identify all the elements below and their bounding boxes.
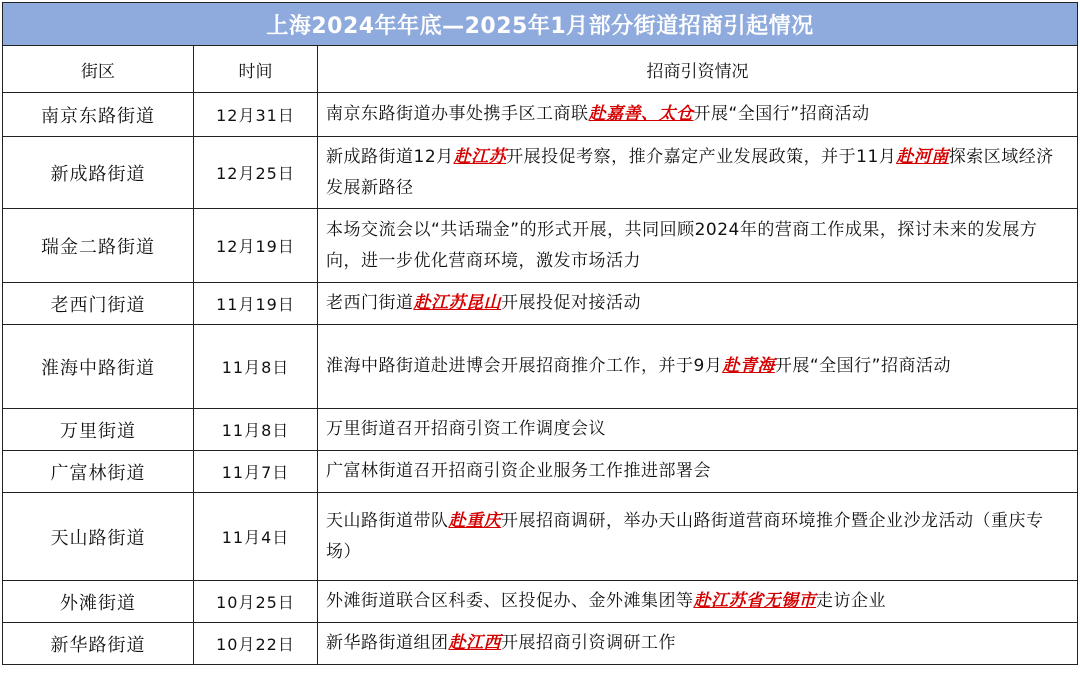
title-row [3, 3, 1078, 46]
date-cell: 12月25日 [194, 137, 318, 209]
date-cell: 12月19日 [194, 209, 318, 283]
description-cell [318, 493, 1078, 581]
description-text: 天山路街道带队 [326, 510, 449, 531]
description-text: 开展招商调研，举办天山路街道营商环境推介暨企业沙龙活动（重庆专场） [326, 510, 1044, 562]
table-title: 上海2024年年底—2025年1月部分街道招商引起情况 [3, 3, 1078, 46]
destination-highlight: 赴江西 [448, 633, 501, 653]
street-cell: 天山路街道 [3, 493, 194, 581]
description-text: 广富林街道召开招商引资企业服务工作推进部署会 [326, 461, 711, 481]
investment-table [2, 2, 1078, 665]
date-cell: 10月22日 [194, 623, 318, 665]
description-text: 南京东路街道办事处携手区工商联 [326, 104, 589, 124]
description-text: 新成路街道12月 [326, 146, 454, 167]
description-text: 本场交流会以“共话瑞金”的形式开展，共同回顾2024年的营商工作成果，探讨未来的发展方向，进一步优化营商环境，激发市场活力 [326, 219, 1038, 271]
description-cell [318, 623, 1078, 665]
description-text: 开展投促考察，推介嘉定产业发展政策，并于11月 [506, 146, 897, 167]
table-row [3, 493, 1078, 581]
table-body [3, 93, 1078, 665]
date-cell: 11月7日 [194, 451, 318, 493]
table-row [3, 409, 1078, 451]
street-cell: 广富林街道 [3, 451, 194, 493]
destination-highlight: 赴江苏省无锡市 [693, 591, 816, 611]
description-cell [318, 137, 1078, 209]
description-cell [318, 409, 1078, 451]
street-cell: 新华路街道 [3, 623, 194, 665]
street-cell: 淮海中路街道 [3, 325, 194, 409]
description-text: 外滩街道联合区科委、区投促办、金外滩集团等 [326, 591, 694, 611]
destination-highlight: 赴河南 [896, 146, 949, 167]
date-cell: 11月19日 [194, 283, 318, 325]
description-text: 探索区域经济发展新路径 [326, 146, 1054, 198]
description-cell [318, 581, 1078, 623]
description-text: 万里街道召开招商引资工作调度会议 [326, 419, 606, 439]
table-row [3, 581, 1078, 623]
header-street: 街区 [3, 46, 194, 93]
street-cell: 万里街道 [3, 409, 194, 451]
header-time: 时间 [194, 46, 318, 93]
table-row [3, 209, 1078, 283]
street-cell: 新成路街道 [3, 137, 194, 209]
description-text: 开展“全国行”招商活动 [774, 356, 951, 376]
table-row [3, 283, 1078, 325]
description-text: 开展招商引资调研工作 [501, 633, 676, 653]
description-text: 老西门街道 [326, 293, 414, 313]
destination-highlight: 赴重庆 [448, 510, 501, 531]
destination-highlight: 赴江苏昆山 [413, 293, 501, 313]
destination-highlight: 赴嘉善、太仓 [588, 104, 694, 124]
street-cell: 外滩街道 [3, 581, 194, 623]
street-cell: 老西门街道 [3, 283, 194, 325]
date-cell: 11月4日 [194, 493, 318, 581]
table-row [3, 623, 1078, 665]
description-cell [318, 325, 1078, 409]
table-row [3, 451, 1078, 493]
destination-highlight: 赴江苏 [453, 146, 507, 167]
table-row [3, 137, 1078, 209]
description-cell [318, 451, 1078, 493]
street-cell: 南京东路街道 [3, 93, 194, 137]
street-cell: 瑞金二路街道 [3, 209, 194, 283]
date-cell: 10月25日 [194, 581, 318, 623]
description-text: 新华路街道组团 [326, 633, 449, 653]
table-row [3, 93, 1078, 137]
destination-highlight: 赴青海 [722, 356, 775, 376]
description-cell [318, 209, 1078, 283]
date-cell: 11月8日 [194, 325, 318, 409]
description-text: 淮海中路街道赴进博会开展招商推介工作，并于9月 [326, 356, 723, 376]
header-row [3, 46, 1078, 93]
description-text: 开展投促对接活动 [501, 293, 641, 313]
description-cell [318, 93, 1078, 137]
date-cell: 11月8日 [194, 409, 318, 451]
header-info: 招商引资情况 [318, 46, 1078, 93]
description-text: 走访企业 [816, 591, 886, 611]
table-row [3, 325, 1078, 409]
description-cell [318, 283, 1078, 325]
date-cell: 12月31日 [194, 93, 318, 137]
description-text: 开展“全国行”招商活动 [693, 104, 870, 124]
